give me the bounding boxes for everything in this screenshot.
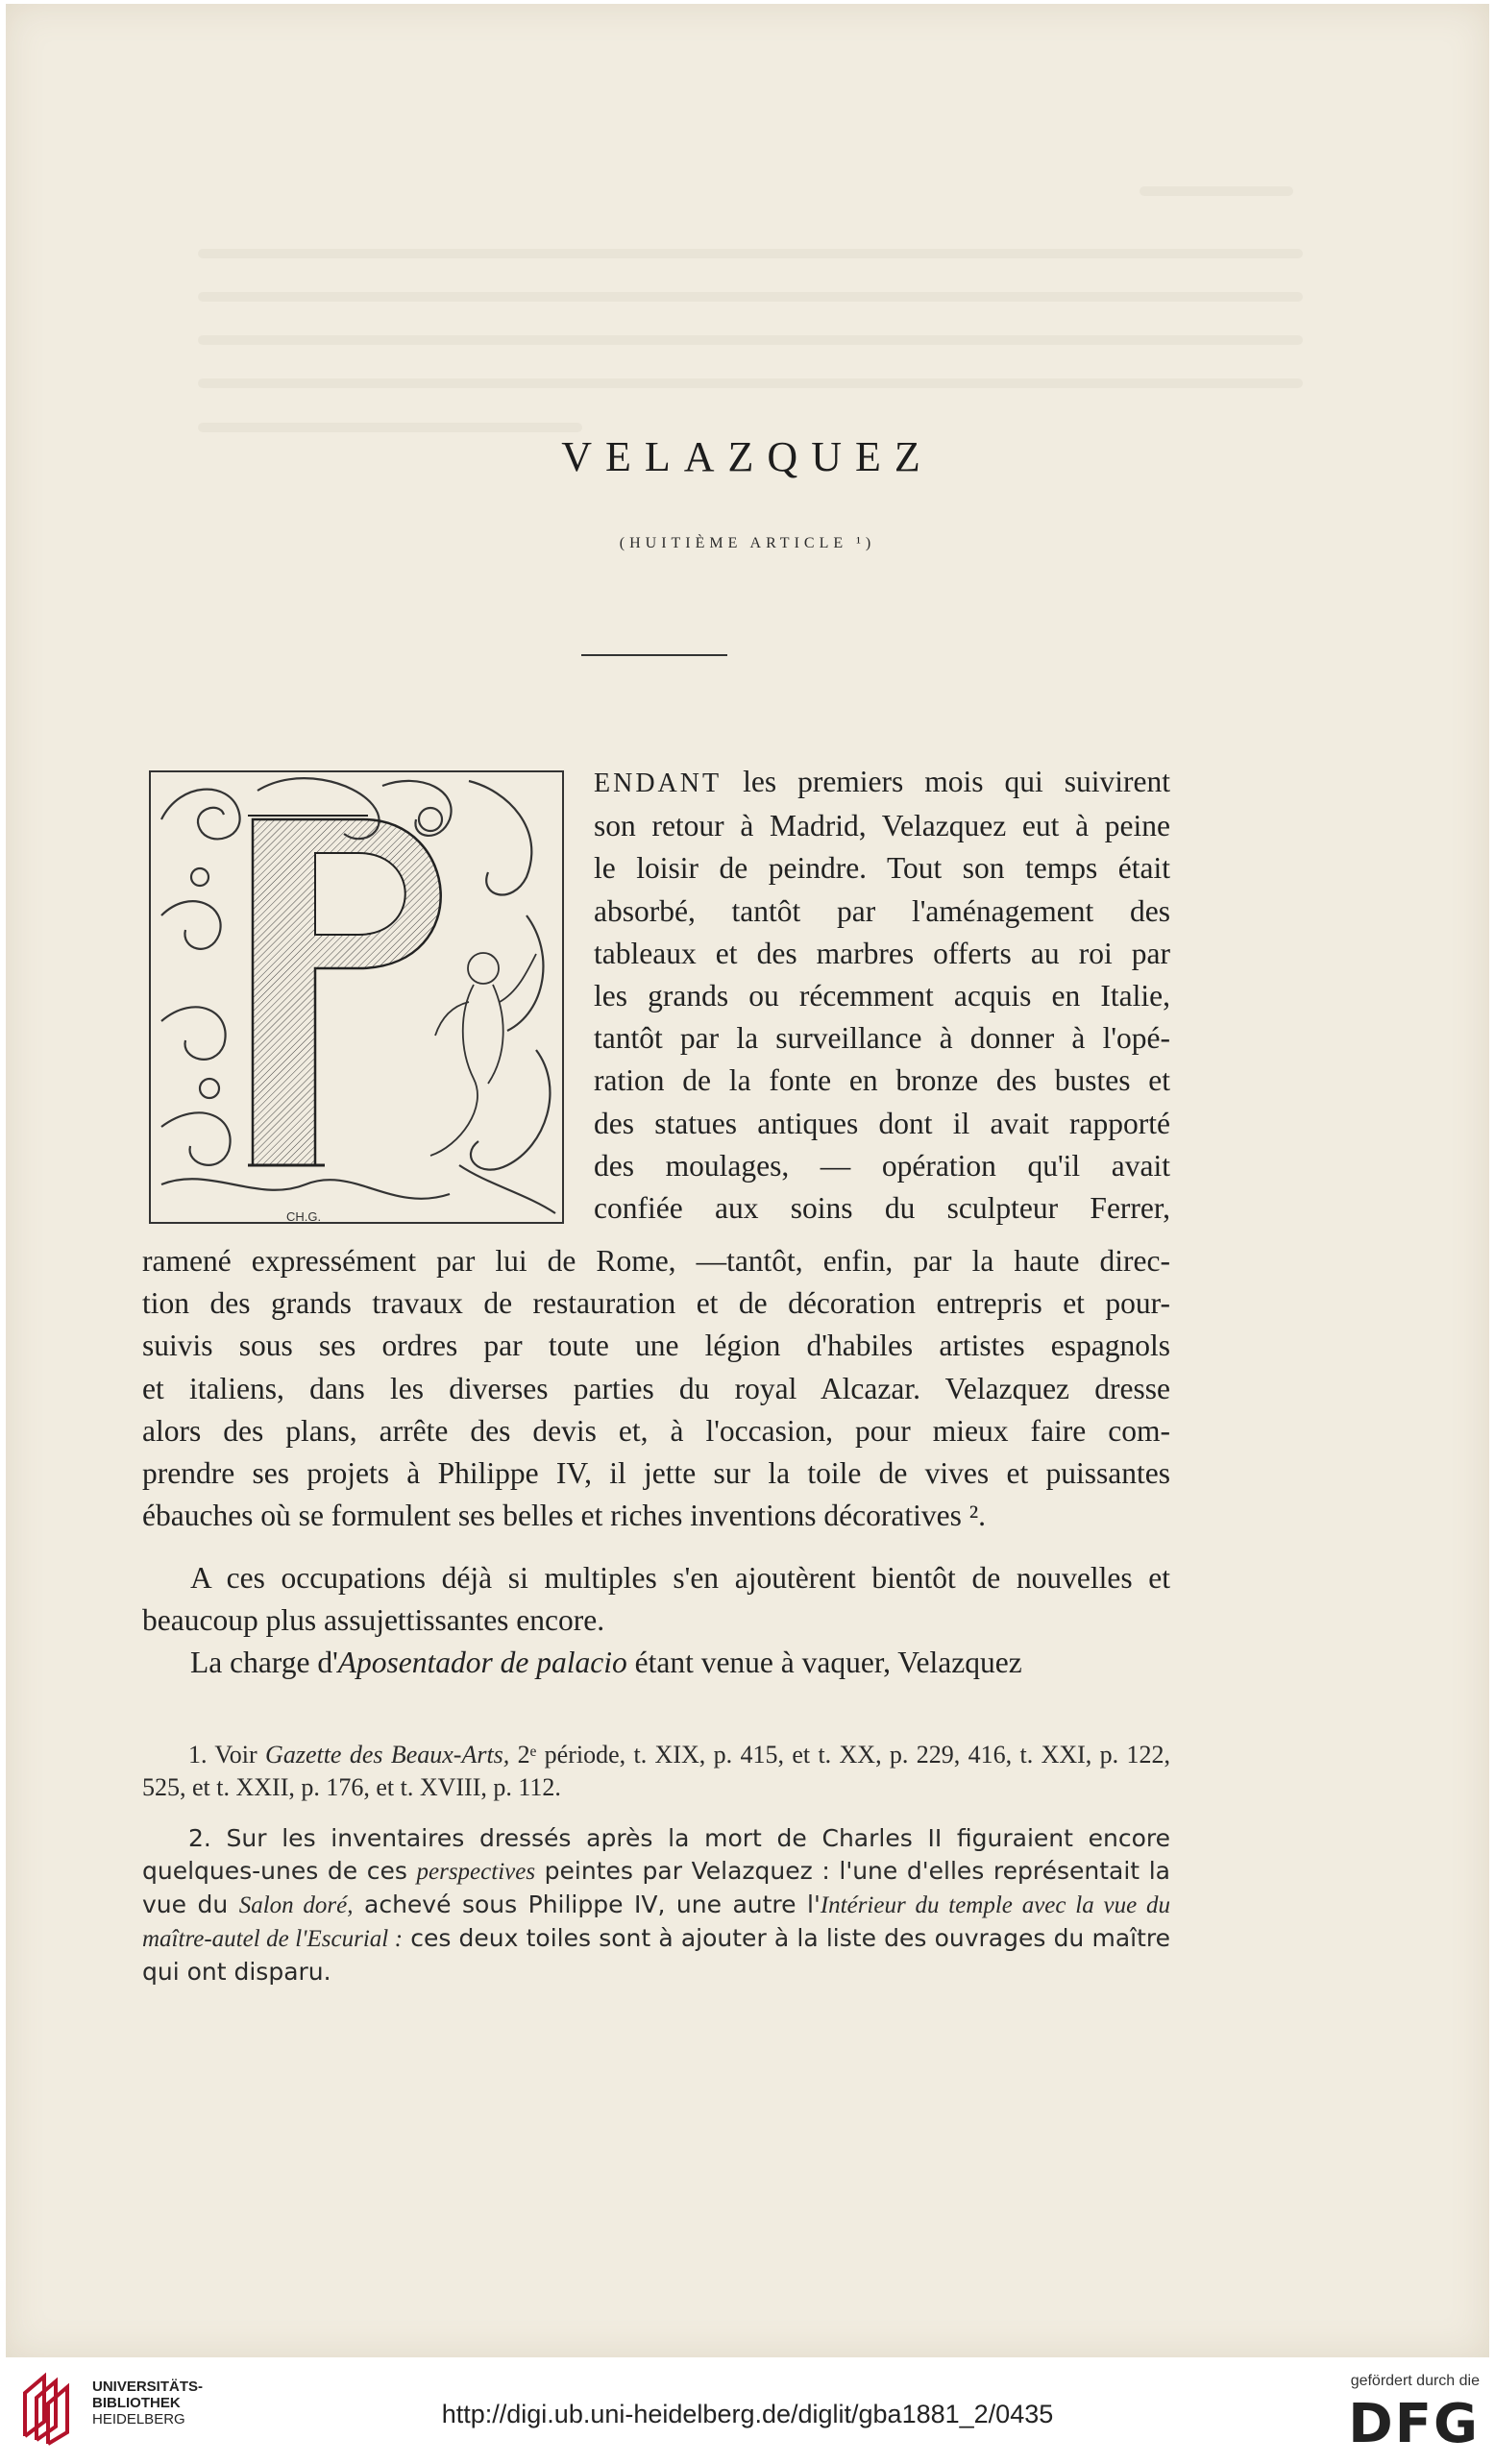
ornamental-initial-p xyxy=(142,762,573,1234)
digitization-footer xyxy=(0,2361,1495,2464)
text-line: ébauches où se formulent ses belles et riches inventions décoratives ². xyxy=(142,1499,987,1533)
permalink-url[interactable]: http://digi.ub.uni-heidelberg.de/diglit/gba1881_2/0435 xyxy=(441,2400,1054,2428)
title-divider xyxy=(581,654,727,656)
text-line: son retour à Madrid, Velazquez eut à peine xyxy=(594,809,1170,843)
dfg-logo: DFG xyxy=(1348,2393,1480,2455)
text-line: suivis sous ses ordres par toute une légion d'habiles artistes espagnols xyxy=(142,1329,1170,1363)
drop-cap-continuation: ENDANT xyxy=(594,768,723,798)
paragraph-2: A ces occupations déjà si multiples s'en ajoutèrent bientôt de nouvelles et beaucoup plus assujettissantes encore. xyxy=(142,1561,1170,1638)
footnote-italic: Intérieur du temple avec la vue du maître-autel de l'Escurial : xyxy=(142,1892,1170,1952)
footnote-1: 1. Voir Gazette des Beaux-Arts, 2ᵉ période, t. XIX, p. 415, et t. XX, p. 229, 416, t. XXI, p. 122, 525, et t. XXII, p. 176, et t. XVIII, p. 112. xyxy=(142,1741,1170,1801)
ornament-monogram: CH.G. xyxy=(286,1209,322,1224)
article-subtitle: (HUITIÈME ARTICLE ¹) xyxy=(619,535,876,551)
article-title: VELAZQUEZ xyxy=(561,433,934,480)
scanned-page xyxy=(6,4,1489,2357)
text-line: alors des plans, arrête des devis et, à l'occasion, pour mieux faire com- xyxy=(142,1413,1170,1448)
funder-label: gefördert durch die xyxy=(1350,2373,1480,2389)
text-line: ramené expressément par lui de Rome, —tantôt, enfin, par la haute direc- xyxy=(142,1244,1170,1278)
text-line: et italiens, dans les diverses parties du royal Alcazar. Velazquez dresse xyxy=(142,1371,1170,1405)
paragraph-3: La charge d'Aposentador de palacio étant venue à vaquer, Velazquez xyxy=(190,1646,1022,1679)
text-line: confiée aux soins du sculpteur Ferrer, xyxy=(594,1191,1170,1226)
text-line: des moulages, — opération qu'il avait xyxy=(594,1148,1170,1183)
text-line: le loisir de peindre. Tout son temps était xyxy=(594,851,1170,886)
text-line: tantôt par la surveillance à donner à l'opé- xyxy=(594,1021,1170,1056)
text-line: les grands ou récemment acquis en Italie, xyxy=(594,979,1170,1013)
show-through-text xyxy=(6,4,1489,455)
text-line: tion des grands travaux de restauration et de décoration entrepris et pour- xyxy=(142,1286,1170,1321)
footnote-italic: Gazette des Beaux-Arts, xyxy=(265,1741,510,1769)
paragraph-1-continued xyxy=(142,1240,1170,1537)
paragraph-1-wrapped xyxy=(594,761,1170,1230)
footnote-italic: Salon doré, xyxy=(238,1892,354,1918)
footnote-2: 2. Sur les inventaires dressés après la mort de Charles II figuraient encore quelques-unes de ces perspectives peintes par Velazquez : l'une d'elles représentait la vue du Salon doré, achevé sous Philippe IV, une autre l'Intérieur du temple avec la vue du maître-autel de l'Escurial : ces deux toiles sont à ajouter à la liste des ouvrages du maître qui ont disparu. xyxy=(142,1824,1170,1986)
text-line: tableaux et des marbres offerts au roi par xyxy=(594,936,1170,970)
text-line: ENDANT les premiers mois qui suivirent xyxy=(594,765,1170,798)
letter-p-icon xyxy=(248,816,441,1165)
text-line: ration de la fonte en bronze des bustes et xyxy=(594,1063,1170,1098)
institution-name: UNIVERSITÄTS- BIBLIOTHEK HEIDELBERG xyxy=(92,2379,204,2427)
italic-term: Aposentador de palacio xyxy=(337,1646,627,1679)
text-line: absorbé, tantôt par l'aménagement des xyxy=(594,893,1170,928)
mermaid-figure-icon xyxy=(430,953,536,1156)
footnote-italic: perspectives xyxy=(416,1859,536,1885)
text-line: prendre ses projets à Philippe IV, il jette sur la toile de vives et puissantes xyxy=(142,1456,1170,1491)
text-line: des statues antiques dont il avait rapporté xyxy=(594,1106,1170,1140)
